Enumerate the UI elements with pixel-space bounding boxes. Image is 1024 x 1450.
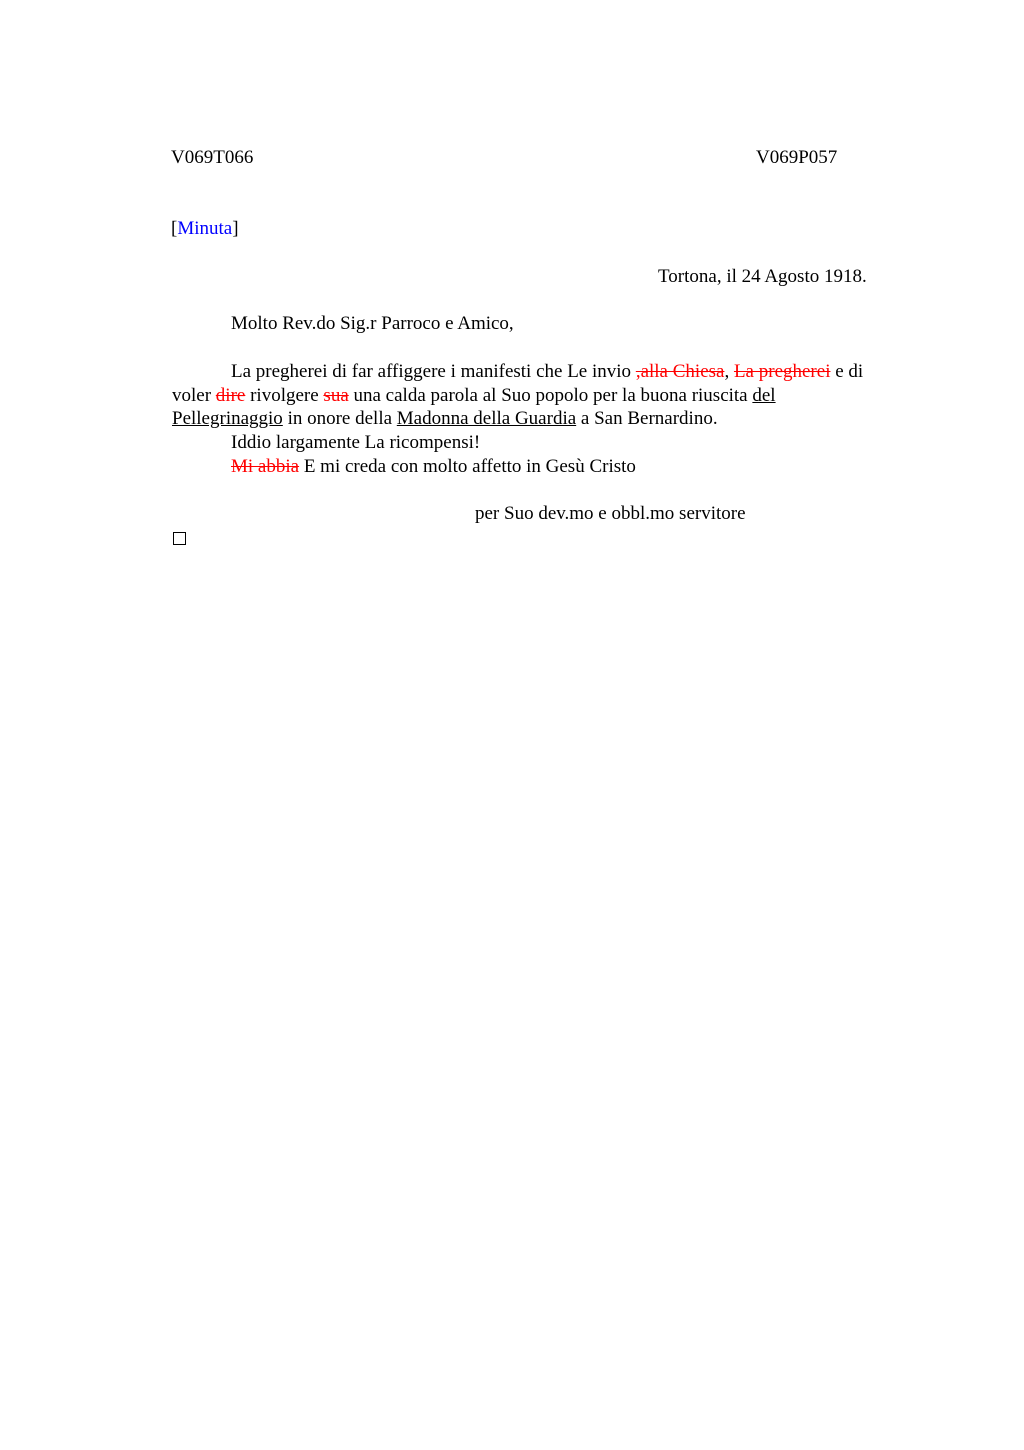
body-text: , <box>724 361 734 382</box>
checkbox-square-icon <box>173 532 186 545</box>
letter-body <box>172 360 932 431</box>
body-line-2 <box>172 384 932 408</box>
signature-line: per Suo dev.mo e obbl.mo servitore <box>475 503 746 524</box>
underlined-text: Madonna della Guardia <box>396 408 577 429</box>
salutation: Molto Rev.do Sig.r Parroco e Amico, <box>231 313 514 334</box>
closing-text: E mi creda con molto affetto in Gesù Cristo <box>299 456 636 477</box>
document-code-right: V069P057 <box>756 147 838 168</box>
deleted-text: La pregherei <box>733 361 831 382</box>
minuta-label <box>171 217 239 241</box>
open-bracket: [ <box>171 218 178 239</box>
body-text: e di <box>830 361 864 382</box>
blessing-line: Iddio largamente La ricompensi! <box>231 432 481 453</box>
deleted-text: dire <box>215 384 246 406</box>
close-bracket: ] <box>232 218 239 239</box>
body-text: La pregherei di far affiggere i manifesti che Le invio <box>231 361 636 382</box>
deleted-text: ,alla Chiesa <box>635 361 725 382</box>
underlined-text: del <box>752 384 776 406</box>
minuta-text: Minuta <box>177 218 233 239</box>
underlined-text: Pellegrinaggio <box>172 408 283 429</box>
closing-line <box>231 455 636 479</box>
body-text: una calda parola al Suo popolo per la buona riuscita <box>348 384 753 406</box>
date-line: Tortona, il 24 Agosto 1918. <box>658 266 867 287</box>
body-text: in onore della <box>282 408 397 429</box>
body-line-3 <box>172 407 932 431</box>
document-code-left: V069T066 <box>171 147 254 168</box>
body-text: voler <box>172 384 216 406</box>
body-text: rivolgere <box>245 384 324 406</box>
body-text: a San Bernardino. <box>576 408 718 429</box>
body-line-1 <box>172 360 932 384</box>
deleted-text: sua <box>323 384 349 406</box>
deleted-text: Mi abbia <box>231 456 300 477</box>
